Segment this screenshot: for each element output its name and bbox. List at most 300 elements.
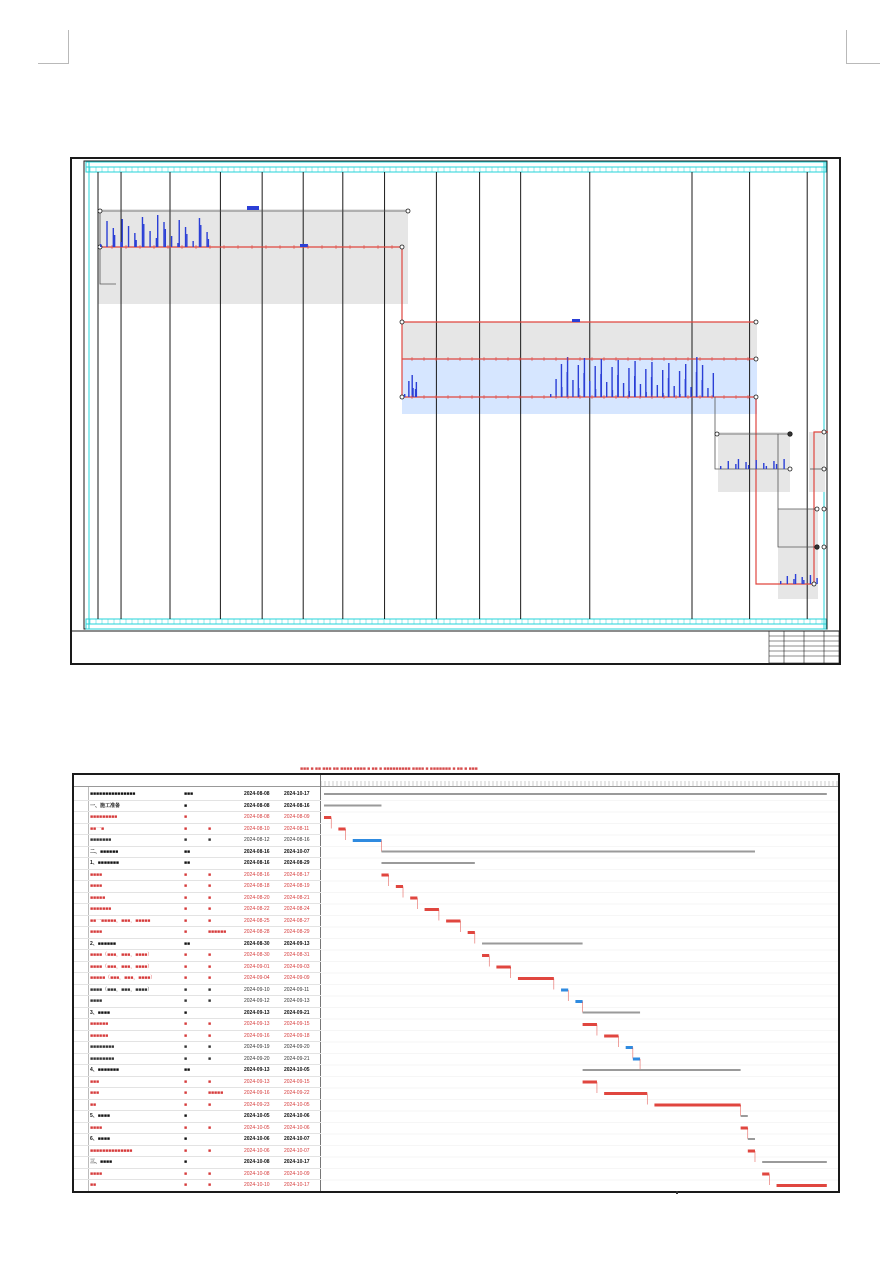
activity-label <box>404 394 405 397</box>
task-start: 2024-08-22 <box>244 906 270 912</box>
task-duration: ■■ <box>184 940 191 947</box>
table-row[interactable] <box>74 789 321 801</box>
task-finish: 2024-08-29 <box>284 860 310 866</box>
task-duration: ■ <box>184 825 188 832</box>
task-name: ■■■■■ <box>90 894 106 901</box>
task-predecessor: ■ <box>208 986 212 993</box>
task-predecessor: ■ <box>208 906 212 912</box>
activity-label <box>134 233 135 247</box>
task-duration: ■ <box>184 998 188 1004</box>
task-finish: 2024-08-27 <box>284 917 310 924</box>
task-duration: ■ <box>184 1147 188 1154</box>
activity-label <box>567 357 568 397</box>
task-start: 2024-09-01 <box>244 963 270 970</box>
task-bar <box>324 816 331 819</box>
task-start: 2024-09-13 <box>244 1021 270 1027</box>
table-row[interactable] <box>74 1180 321 1192</box>
activity-label <box>668 363 669 397</box>
task-predecessor: ■ <box>208 1032 212 1039</box>
task-duration: ■ <box>184 883 188 889</box>
summary-bar <box>381 851 755 853</box>
task-duration: ■ <box>184 1136 188 1142</box>
task-bar <box>741 1127 748 1130</box>
task-start: 2024-08-30 <box>244 940 270 947</box>
table-row[interactable] <box>74 1008 321 1020</box>
activity-label <box>408 381 409 397</box>
activity-label <box>748 465 749 469</box>
activity-label <box>171 236 172 247</box>
task-bar <box>518 977 554 980</box>
activity-label <box>206 232 207 247</box>
table-row[interactable] <box>74 881 321 893</box>
task-name: ■■■■■■■ <box>90 906 112 912</box>
table-row[interactable] <box>74 1111 321 1123</box>
summary-bar <box>324 805 381 807</box>
activity-label <box>606 382 607 397</box>
crop-mark-top-left-horizontal <box>38 63 69 64</box>
activity-label <box>143 224 144 247</box>
task-finish: 2024-10-05 <box>284 1067 310 1073</box>
task-bar <box>396 885 403 888</box>
task-finish: 2024-08-19 <box>284 883 310 889</box>
table-row[interactable] <box>74 847 321 859</box>
task-finish: 2024-09-15 <box>284 1021 310 1027</box>
activity-label <box>763 463 764 469</box>
task-finish: 2024-10-17 <box>284 791 310 797</box>
activity-label <box>780 581 781 584</box>
task-bar <box>575 1000 582 1003</box>
table-row[interactable] <box>74 985 321 997</box>
activity-label <box>745 462 746 469</box>
activity-label <box>149 231 150 247</box>
task-predecessor: ■ <box>208 963 212 970</box>
activity-label <box>122 219 123 247</box>
table-row[interactable] <box>74 950 321 962</box>
gantt-bar-area <box>321 789 838 1193</box>
task-start: 2024-08-28 <box>244 929 270 935</box>
activity-label <box>113 228 114 247</box>
task-duration: ■ <box>184 1113 188 1119</box>
task-finish: 2024-08-17 <box>284 871 310 878</box>
activity-label <box>662 370 663 397</box>
activity-label <box>199 218 200 247</box>
table-row[interactable] <box>74 835 321 847</box>
task-finish: 2024-09-13 <box>284 998 310 1004</box>
activity-label <box>634 361 635 397</box>
task-duration: ■ <box>184 963 188 970</box>
task-bar <box>410 897 417 900</box>
activity-label <box>783 459 784 469</box>
task-bar <box>583 1023 597 1026</box>
task-name: ■■■■■■■■ <box>90 1044 115 1050</box>
task-name: ■■ <box>90 1182 97 1188</box>
task-start: 2024-09-19 <box>244 1044 270 1050</box>
task-finish: 2024-10-06 <box>284 1124 310 1131</box>
task-start: 2024-08-18 <box>244 883 270 889</box>
activity-label <box>142 217 143 247</box>
activity-label <box>128 226 129 247</box>
task-name: ■■■■■■ <box>90 1032 109 1039</box>
summary-bar <box>324 793 827 795</box>
gantt-timescale <box>321 775 838 787</box>
task-finish: 2024-09-09 <box>284 975 310 981</box>
activity-label <box>738 459 739 469</box>
summary-bar <box>381 862 474 864</box>
task-start: 2024-09-04 <box>244 975 270 981</box>
task-name: ■■■■■■■■■■■■■■ <box>90 1147 133 1154</box>
task-start: 2024-10-10 <box>244 1182 270 1188</box>
table-row[interactable] <box>74 858 321 870</box>
task-start: 2024-09-12 <box>244 998 270 1004</box>
activity-label <box>200 225 201 247</box>
task-bar <box>654 1104 740 1107</box>
task-name: 6、■■■■ <box>90 1136 110 1142</box>
task-predecessor: ■ <box>208 975 212 981</box>
task-duration: ■ <box>184 1090 188 1096</box>
activity-label <box>561 387 562 397</box>
task-bar <box>468 931 475 934</box>
table-row[interactable] <box>74 1100 321 1112</box>
task-finish: 2024-08-16 <box>284 802 310 809</box>
task-finish: 2024-10-05 <box>284 1101 310 1108</box>
task-finish: 2024-10-09 <box>284 1170 310 1177</box>
table-row[interactable] <box>74 1019 321 1031</box>
crop-mark-top-right-horizontal <box>846 63 880 64</box>
table-row[interactable] <box>74 1077 321 1089</box>
task-finish: 2024-10-07 <box>284 848 310 855</box>
task-name: 3、■■■■ <box>90 1009 110 1016</box>
task-predecessor: ■ <box>208 1170 212 1177</box>
table-row[interactable] <box>74 812 321 824</box>
activity-label <box>165 229 166 247</box>
gantt-header <box>74 775 838 787</box>
task-bar <box>338 828 345 831</box>
activity-label <box>690 387 691 397</box>
task-name: ■■■■■■■■■■■■■■■ <box>90 791 136 797</box>
activity-label <box>177 243 178 247</box>
activity-label <box>776 464 777 469</box>
task-start: 2024-09-13 <box>244 1009 270 1016</box>
task-duration: ■ <box>184 1032 188 1039</box>
activity-label <box>186 234 187 247</box>
task-finish: 2024-08-09 <box>284 814 310 820</box>
task-finish: 2024-09-20 <box>284 1044 310 1050</box>
task-name: ■■■■（■■■，■■■，■■■■） <box>90 952 153 958</box>
gantt-sheet <box>72 773 840 1193</box>
table-row[interactable] <box>74 1146 321 1158</box>
task-finish: 2024-08-29 <box>284 929 310 935</box>
table-row[interactable] <box>74 973 321 985</box>
table-row[interactable] <box>74 1065 321 1077</box>
task-name: ■■一■ <box>90 825 105 832</box>
activity-label <box>803 580 804 584</box>
activity-label <box>810 575 811 584</box>
task-duration: ■■ <box>184 860 191 866</box>
task-name: 4、■■■■■■■ <box>90 1067 119 1073</box>
activity-label <box>572 380 573 397</box>
activity-label <box>756 460 757 469</box>
task-finish: 2024-08-21 <box>284 894 310 901</box>
table-row[interactable] <box>74 824 321 836</box>
task-finish: 2024-08-31 <box>284 952 310 958</box>
task-duration: ■ <box>184 814 188 820</box>
activity-label <box>618 360 619 397</box>
task-bar <box>496 966 510 969</box>
table-row[interactable] <box>74 927 321 939</box>
task-name: 2、■■■■■■ <box>90 940 116 947</box>
task-finish: 2024-09-22 <box>284 1090 310 1096</box>
task-start: 2024-09-13 <box>244 1078 270 1085</box>
task-start: 2024-09-16 <box>244 1032 270 1039</box>
activity-label <box>589 381 590 397</box>
table-row[interactable] <box>74 1088 321 1100</box>
network-diagram-canvas <box>72 159 839 663</box>
activity-label <box>623 383 624 397</box>
task-name: ■■■■ <box>90 1124 103 1131</box>
gantt-page-marker <box>676 1191 678 1194</box>
task-bar <box>482 954 489 957</box>
task-predecessor: ■ <box>208 825 212 832</box>
activity-label <box>208 239 209 247</box>
activity-label <box>662 393 663 397</box>
task-bar <box>748 1150 755 1153</box>
activity-label <box>163 222 164 247</box>
activity-label <box>578 388 579 397</box>
table-row[interactable] <box>74 1031 321 1043</box>
task-duration: ■ <box>184 837 188 843</box>
task-predecessor: ■ <box>208 1101 212 1108</box>
task-finish: 2024-08-16 <box>284 837 310 843</box>
activity-label <box>595 389 596 397</box>
task-duration: ■ <box>184 906 188 912</box>
table-row[interactable] <box>74 1169 321 1181</box>
task-bar <box>446 920 460 923</box>
activity-label <box>572 319 580 322</box>
activity-label <box>685 364 686 397</box>
activity-label <box>657 385 658 397</box>
activity-label <box>629 391 630 397</box>
activity-label <box>787 576 788 584</box>
zone-phase-1 <box>98 209 408 304</box>
activity-label <box>766 466 767 469</box>
task-start: 2024-10-06 <box>244 1147 270 1154</box>
task-finish: 2024-09-21 <box>284 1055 310 1062</box>
activity-label <box>795 574 796 584</box>
task-predecessor: ■ <box>208 1044 212 1050</box>
task-bar <box>762 1173 769 1176</box>
task-finish: 2024-10-07 <box>284 1147 310 1154</box>
task-start: 2024-08-16 <box>244 848 270 855</box>
activity-label <box>612 390 613 397</box>
task-duration: ■ <box>184 986 188 993</box>
summary-bar <box>583 1012 640 1014</box>
task-duration: ■ <box>184 871 188 878</box>
activity-label <box>728 461 729 469</box>
task-bar <box>777 1184 827 1187</box>
task-start: 2024-09-16 <box>244 1090 270 1096</box>
task-duration: ■ <box>184 1159 188 1165</box>
task-name: ■■■■ <box>90 929 103 935</box>
task-name: ■■■■■■■■■ <box>90 814 118 820</box>
task-start: 2024-10-08 <box>244 1170 270 1177</box>
table-row[interactable] <box>74 870 321 882</box>
zone-phase-5 <box>809 432 825 492</box>
activity-label <box>707 388 708 397</box>
task-predecessor: ■■■■■■ <box>208 929 227 935</box>
task-duration: ■ <box>184 1044 188 1050</box>
zone-phase-4 <box>778 509 818 599</box>
task-name: 一、施工准备 <box>90 802 121 809</box>
activity-label <box>135 240 136 247</box>
task-duration: ■ <box>184 1009 188 1016</box>
task-bar <box>626 1046 633 1049</box>
task-duration: ■ <box>184 1101 188 1108</box>
task-finish: 2024-10-17 <box>284 1159 310 1165</box>
activity-label <box>157 215 158 247</box>
task-predecessor: ■ <box>208 917 212 924</box>
activity-label <box>185 227 186 247</box>
task-duration: ■ <box>184 929 188 935</box>
task-bar <box>583 1081 597 1084</box>
task-bar <box>633 1058 640 1061</box>
activity-label <box>300 244 308 247</box>
zone-phase-2-blue <box>402 359 757 414</box>
task-duration: ■ <box>184 952 188 958</box>
table-row[interactable] <box>74 1054 321 1066</box>
table-row[interactable] <box>74 904 321 916</box>
task-name: ■■■■（■■■，■■■，■■■■） <box>90 963 153 970</box>
activity-label <box>550 394 551 397</box>
summary-bar <box>762 1161 827 1163</box>
task-start: 2024-08-30 <box>244 952 270 958</box>
task-predecessor: ■ <box>208 1021 212 1027</box>
activity-label <box>179 220 180 247</box>
task-predecessor: ■ <box>208 894 212 901</box>
activity-label <box>555 379 556 397</box>
task-name: ■■■ <box>90 1090 100 1096</box>
task-start: 2024-08-16 <box>244 860 270 866</box>
task-duration: ■ <box>184 1124 188 1131</box>
activity-label <box>802 577 803 584</box>
task-finish: 2024-10-06 <box>284 1113 310 1119</box>
summary-bar <box>748 1138 755 1140</box>
task-predecessor: ■ <box>208 1078 212 1085</box>
task-name: 三、■■■■ <box>90 1159 113 1165</box>
task-finish: 2024-09-18 <box>284 1032 310 1039</box>
task-start: 2024-08-12 <box>244 837 270 843</box>
activity-label <box>735 464 736 469</box>
task-name: 5、■■■■ <box>90 1113 110 1119</box>
task-name: 1、■■■■■■■ <box>90 860 119 866</box>
task-start: 2024-10-05 <box>244 1124 270 1131</box>
activity-label <box>773 461 774 469</box>
table-row[interactable] <box>74 939 321 951</box>
gantt-legend: ■■■ ■ ■■ ■■■ ■■ ■■■■ ■■■■ ■ ■■ ■ ■■■■■■■■■ ■■■■ ■ ■■■■■■■ ■ ■■ ■ ■■■ <box>300 766 478 772</box>
task-duration: ■■■ <box>184 791 194 797</box>
task-start: 2024-08-20 <box>244 894 270 901</box>
task-finish: 2024-09-11 <box>284 986 310 993</box>
task-start: 2024-08-10 <box>244 825 270 832</box>
task-start: 2024-08-25 <box>244 917 270 924</box>
task-predecessor: ■ <box>208 952 212 958</box>
activity-label <box>679 371 680 397</box>
task-start: 2024-08-16 <box>244 871 270 878</box>
activity-label <box>584 358 585 397</box>
task-duration: ■ <box>184 894 188 901</box>
task-name: ■■■■ <box>90 883 103 889</box>
task-finish: 2024-09-03 <box>284 963 310 970</box>
task-duration: ■ <box>184 1182 188 1188</box>
table-row[interactable] <box>74 1123 321 1135</box>
table-row[interactable] <box>74 916 321 928</box>
task-predecessor: ■ <box>208 837 212 843</box>
table-row[interactable] <box>74 962 321 974</box>
summary-bar <box>741 1115 748 1117</box>
task-predecessor: ■ <box>208 883 212 889</box>
activity-label <box>192 241 193 247</box>
task-name: ■■一■■■■■，■■■，■■■■■ <box>90 917 151 924</box>
task-start: 2024-10-05 <box>244 1113 270 1119</box>
activity-label <box>114 235 115 247</box>
activity-label <box>601 359 602 397</box>
task-start: 2024-09-13 <box>244 1067 270 1073</box>
task-name: ■■■■■■■■ <box>90 1055 115 1062</box>
activity-label <box>696 357 697 397</box>
activity-label <box>120 242 121 247</box>
activity-label <box>247 206 259 210</box>
task-duration: ■ <box>184 1055 188 1062</box>
table-row[interactable] <box>74 1134 321 1146</box>
table-row[interactable] <box>74 1042 321 1054</box>
task-bar <box>381 874 388 877</box>
task-predecessor: ■ <box>208 871 212 878</box>
task-start: 2024-10-08 <box>244 1159 270 1165</box>
task-duration: ■ <box>184 1021 188 1027</box>
task-start: 2024-09-20 <box>244 1055 270 1062</box>
task-name: ■■ <box>90 1101 97 1108</box>
task-start: 2024-09-23 <box>244 1101 270 1108</box>
activity-label <box>816 578 817 584</box>
table-row[interactable] <box>74 801 321 813</box>
title-block <box>769 631 839 663</box>
activity-label <box>646 392 647 397</box>
task-start: 2024-09-10 <box>244 986 270 993</box>
task-duration: ■ <box>184 975 188 981</box>
activity-label <box>793 579 794 584</box>
task-start: 2024-08-08 <box>244 802 270 809</box>
task-name: ■■■■ <box>90 1170 103 1177</box>
task-name: ■■■■■（■■■，■■■，■■■■） <box>90 975 156 981</box>
task-predecessor: ■ <box>208 1124 212 1131</box>
task-finish: 2024-08-24 <box>284 906 310 912</box>
task-predecessor: ■ <box>208 1182 212 1188</box>
activity-label <box>651 362 652 397</box>
task-start: 2024-08-08 <box>244 791 270 797</box>
task-finish: 2024-10-07 <box>284 1136 310 1142</box>
table-row[interactable] <box>74 1157 321 1169</box>
zone-phase-2-gray <box>402 322 757 362</box>
task-duration: ■ <box>184 1078 188 1085</box>
activity-label <box>679 394 680 397</box>
table-row[interactable] <box>74 996 321 1008</box>
activity-label <box>674 386 675 397</box>
activity-label <box>156 238 157 247</box>
task-duration: ■ <box>184 1170 188 1177</box>
table-row[interactable] <box>74 893 321 905</box>
activity-label <box>412 375 413 397</box>
task-start: 2024-10-06 <box>244 1136 270 1142</box>
task-name: ■■■■（■■■，■■■，■■■■） <box>90 986 153 993</box>
